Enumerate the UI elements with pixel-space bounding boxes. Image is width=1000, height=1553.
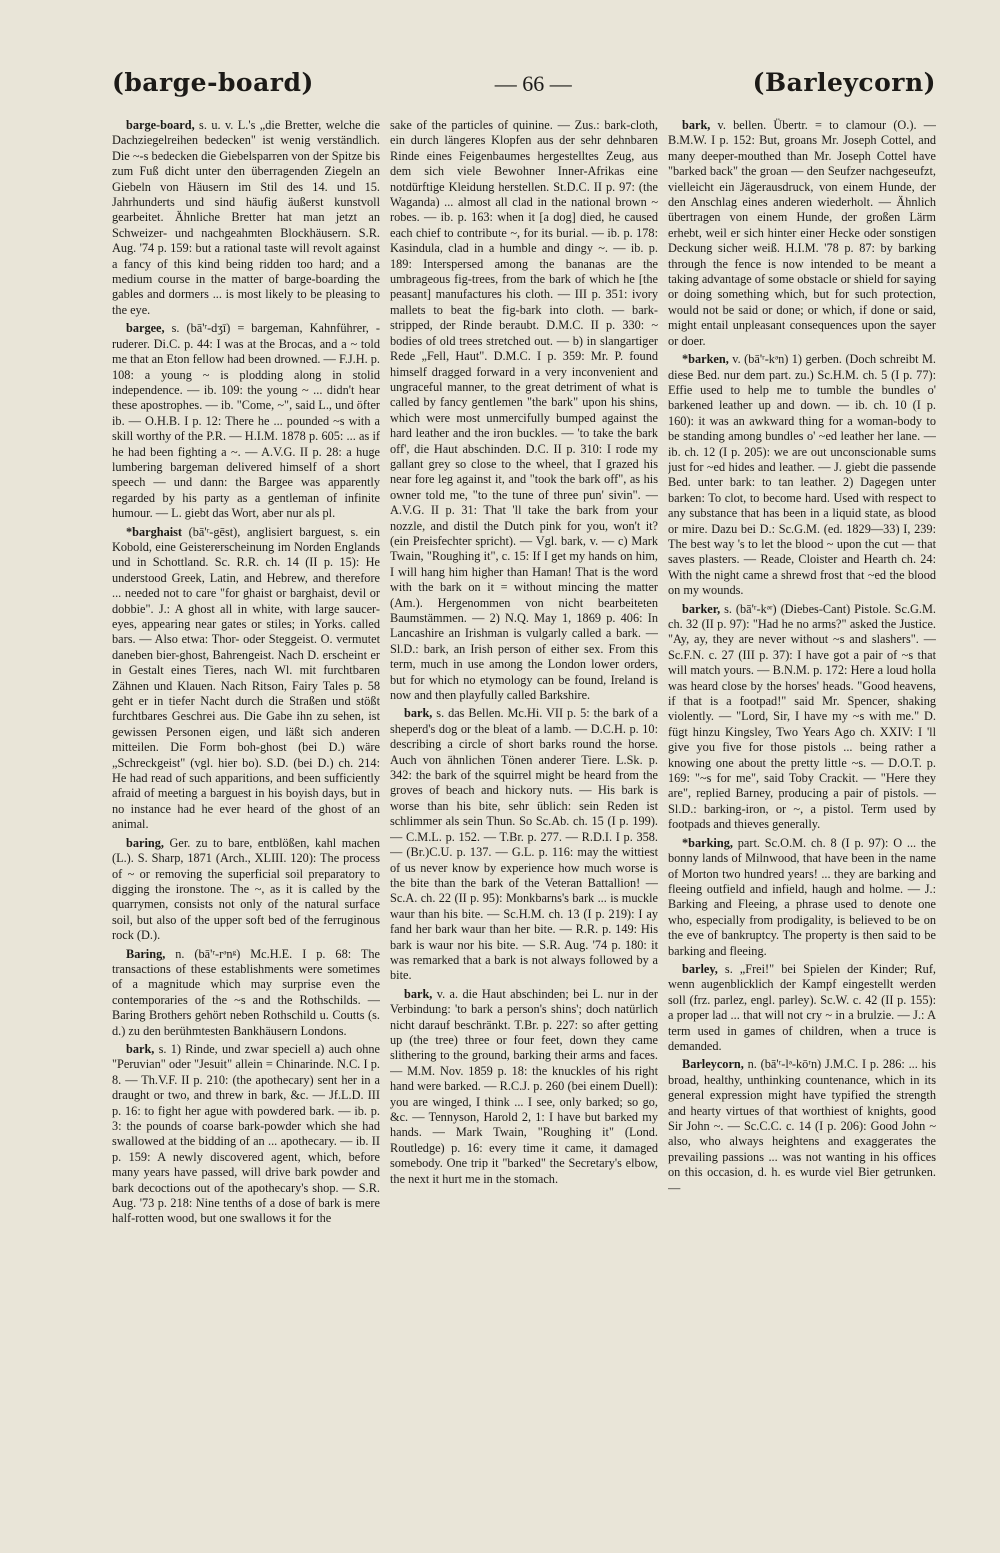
column-middle [390,118,658,1518]
entry-text: s. das Bellen. Mc.Hi. VII p. 5: the bark of a sheperd's dog or the bleat of a lamb. — D.C.H. p. 10: describing a circle of short barks round the horse. Auch von ähnlichen Tönen anderer Tiere. L.Sk. p. 342: the bark of the squirrel might be heard from the groves of beach and hickory nuts. — His bark is worse than his bite, sehr üblich: sein Reden ist schlimmer als sein Thun. So Sc.Ab. ch. 15 (I p. 199). — C.M.L. p. 152. — T.Br. p. 277. — R.D.I. I p. 358. — (Br.)C.U. p. 137. — G.L. p. 116: may the wittiest of us never know by experience how much worse is the bite than the bark of the Veteran Battallion! — Sc.A. ch. 22 (II p. 95): Monkbarns's bark ... is muckle waur than his bite. — Sc.H.M. ch. 13 (I p. 219): I ay fand her bark waur than her bite. — R.R. p. 149: His bark is waur nor his bite. — S.R. Aug. '74 p. 180: it was remarked that a bark is not always followed by a bite. [390,706,658,983]
dictionary-entry [112,947,380,1039]
entry-text: part. Sc.O.M. ch. 8 (I p. 97): O ... the bonny lands of Milnwood, that have been in the name of Morton two hundred years! ... they are barking and fleeing outfield and infield, haugh and holme. — J.: Barking and Fleeing, a phrase used to denote one who, especially from prodigality, is believed to be on the eve of bankruptcy. The property is then said to be barking and fleeing. [668,835,936,958]
dictionary-entry [112,1042,380,1227]
entry-text: n. (bā'ʳ-lᵊ-kōʳn) J.M.C. I p. 286: ... his broad, healthy, unthinking countenance, which in its general expression might have typified the strength and hearty virtues of that worthiest of knights, good Sir John ~. — Sc.C.C. c. 14 (I p. 206): Good John ~ also, who always heightens and exaggerates the prevailing passions ... was not wanting in his offices on this occasion, d. h. es wurde viel Bier getrunken. — [668,1057,936,1195]
running-head-right: (Barleycorn) [752,68,936,97]
page-header [112,68,936,108]
entry-headword: *barghaist [126,524,183,539]
entry-headword: barker, [682,601,721,616]
dictionary-entry [390,987,658,1187]
entry-text: s. u. v. L.'s „die Bretter, welche die Dachziegelreihen bedecken" ist wenig verständlich. Die ~-s bedecken die Giebelsparren von der Spitze bis zum Fuß dicht unter den überragenden Ziegeln an Giebeln von Häusern im Stil des 14. und 15. Jahrhunderts und sind häufig äußerst kunstvoll gearbeitet. Ähnliche Bretter hat man jetzt an Schweizer- und nachgeahmten Blockhäusern. S.R. Aug. '74 p. 159: but a rational taste will revolt against a fancy of this kind being ridden too hard; and a medium course in the matter of barge-boarding the gables and dormers ... is most likely to be pleasing to the eye. [112,118,380,317]
dictionary-entry [668,602,936,833]
dictionary-entry [390,706,658,983]
dictionary-entry [112,321,380,521]
entry-text: v. (bā'ʳ-kᵊn) 1) gerben. (Doch schreibt M. diese Bed. nur dem part. zu.) Sc.H.M. ch. 5 (I p. 77): Effie used to help me to tumble the bundles o' barkened leather up and down. — ib. ch. 10 (I p. 160): it was an awkward thing for a woman-body to be standing among bundles o' ~ed leather her lane. — ib. ch. 12 (I p. 205): we are out unconscionable sums just for ~ed hides and leather. — J. giebt die passende Bed. unter bark: to tan leather. 2) Dagegen unter barken: To clot, to become hard. Used with respect to any substance that has been in a liquid state, as blood or mire. Dazu bei D.: Sc.G.M. (ed. 1829—33) I, 239: The best way 's to let the blood ~ upon the cut — that saves plasters. — Reade, Cloister and Hearth ch. 24: With the night came a shrewd frost that ~ed the blood on my wounds. [668,352,936,598]
entry-text: sake of the particles of quinine. — Zus.: bark-cloth, ein durch längeres Klopfen aus der sehr dehnbaren Rinde eines Feigenbaumes hergestelltes Zeug, aus dem sich viele Bewohner Inner-Afrikas eine notdürftige Kleidung herstellen. St.D.C. II p. 97: (the Waganda) ... almost all clad in the national brown ~ robes. — ib. p. 163: when it [a dog] died, he caused each chief to contribute ~, for its burial. — ib. p. 178: Kasindula, clad in a humble and dingy ~. — ib. p. 189: Interspersed among the bananas are the umbrageous fig-trees, from the bark of which he [the peasant] manufactures his cloth. — III p. 351: ivory mallets to beat the fig-bark into cloth. — bark-stripped, der Rinde beraubt. D.M.C. II p. 330: ~ bodies of old trees stretched out. — b) in slangartiger Rede „Fell, Haut". D.M.C. I p. 359: Mr. P. found himself dragged forward in a very inconvenient and ungraceful manner, to the great detriment of what is called by fancy gentlemen "the bark" upon his shins, which were most unmercifully bumped against the hard leather and the iron buckles. — 'to take the bark off', die Haut abschinden. D.C. II p. 310: I rode my gallant grey so close to the wheel, that I grazed his near fore leg against it, and "took the bark off", as his owner told me, "to the tune of three pun' sivin". — A.V.G. II p. 31: That 'll take the bark from your nozzle, and distil the Dutch pink for you, won't it? (ein Preisfechter spricht). — Vgl. bark, v. — c) Mark Twain, "Roughing it", c. 15: If I get my hands on him, I will hang him higher than Haman! That is the word with the bark on it = without mincing the matter (Am.). Hergenommen von nicht bearbeiteten Baumstämmen. — 2) N.Q. May 1, 1869 p. 406: In Lancashire an Irishman is vulgarly called a bark. — Sl.D.: bark, an Irish person of either sex. From this term, much in use among the London lower orders, but for which no etymology can be found, Ireland is now and then playfully called Barkshire. [390,118,658,703]
dictionary-entry [668,1057,936,1196]
entry-headword: bargee, [126,321,165,336]
entry-text: s. „Frei!" bei Spielen der Kinder; Ruf, wenn augenblicklich der Kampf eingestellt werden soll (frz. parlez, engl. parley). Sc.W. c. 42 (II p. 155): a proper lad ... that will not cry ~ in a brulzie. — J.: A term used in games of children, when a truce is demanded. [668,961,936,1053]
entry-headword: bark, [404,706,433,721]
entry-headword: *barking, [682,835,733,850]
entry-text: v. a. die Haut abschinden; bei L. nur in der Verbindung: 'to bark a person's shins'; doch natürlich nicht darauf beschränkt. T.Br. p. 227: so after getting up (the tree) three or four feet, down they came slithering to the ground, barking their arms and faces. — M.M. Nov. 1859 p. 18: the knuckles of his right hand were barked. — R.C.J. p. 260 (bei einem Duell): you are winged, I think ... I see, only barked; so go, &c. — Tennyson, Harold 2, 1: I have but barked my hands. — Mark Twain, "Roughing it" (Lond. Routledge) p. 16: every time it came, it damaged somebody. One trip it "barked" the Secretary's elbow, the next it hurt me in the stomach. [390,986,658,1186]
dictionary-entry [668,118,936,349]
entry-headword: barge-board, [126,118,195,132]
entry-text: s. 1) Rinde, und zwar speciell a) auch ohne "Peruvian" oder "Jesuit" allein = Chinarinde. N.C. I p. 8. — Th.V.F. II p. 210: (the apothecary) sent her in a draught or two, and threw in bark, &c. — Jf.L.D. III p. 16: to fight her ague with powdered bark. — ib. p. 3: the pounds of coarse bark-powder which she had swallowed at the bidding of an ... apothecary. — ib. II p. 159: A newly discovered agent, which, before many years have passed, will drive bark powder and bark decoctions out of the apothecary's shop. — S.R. Aug. '73 p. 218: Nine tenths of a dose of bark is mere half-rotten wood, but one swallows it for the [112,1041,380,1226]
dictionary-entry [112,118,380,318]
dictionary-entry [668,836,936,959]
entry-text: n. (bā'ʳ-rᵊnᵍ) Mc.H.E. I p. 68: The transactions of these establishments were sometimes of a magnitude which may surprise even the contemporaries of the ~s and the Rothschilds. — Baring Brothers gehört neben Rothschild u. Coutts (s. d.) zu den berühmtesten Bankhäusern Londons. [112,946,380,1038]
dictionary-entry [390,118,658,703]
column-right [668,118,936,1518]
column-left [112,118,380,1518]
page-number: — 66 — [494,71,572,96]
entry-text: v. bellen. Übertr. = to clamour (O.). — B.M.W. I p. 152: But, groans Mr. Joseph Cottel, and many deeper-mouthed than Mr. Joseph Cottel have "barked back" the groan — den Seufzer nachgeseufzt, vielleicht ein Jägerausdruck, von einem Hunde, der den Anschlag eines anderen wiederholt. — Ähnlich übertragen von einem Hunde, der großen Lärm erhebt, weil er sich hinter einer Hecke oder sonstigen Deckung sicher weiß. H.I.M. '78 p. 87: by barking through the fence is now intended to be meant a taking advantage of some obstacle or shield for saying or doing something which, but for such protection, would not be said or done; or which, if done or said, might entail unpleasant consequences upon the sayer or doer. [668,118,936,348]
entry-text: Ger. zu to bare, entblößen, kahl machen (L.). S. Sharp, 1871 (Arch., XLIII. 120): The process of ~ or removing the superficial soil preparatory to digging the ironstone. The ~, as it is called by the quarrymen, consists not only of the natural surface soil, but also of the upper soft bed of the ferruginous rock (D.). [112,835,380,943]
entry-text: (bā'ʳ-gēst), anglisiert barguest, s. ein Kobold, eine Geistererscheinung im Norden Englands und in Schottland. Sc. R.R. ch. 14 (II p. 15): He understood Greek, Latin, and Hebrew, and therefore ... needed not to care "for ghaist or barghaist, devil or dobbie". J.: A ghost all in white, with large saucer-eyes, appearing near gates or stiles; in Yorks. called bars. — Also etwa: Thor- oder Steggeist. O. vermutet daneben bier-ghost, Bahrengeist. Nach D. erscheint er in Gestalt eines Tieres, nach Wl. mit furchtbaren Zähnen und Klauen. Nach Ritson, Fairy Tales p. 58 geht er in tiefer Nacht durch die Straßen und stößt furchtbares Geschrei aus. Die Gabe ihn zu sehen, ist gewissen Personen eigen, und läßt sich anderen mitteilen. Die Form boh-ghost (bei D.) wäre „Schreckgeist" (vgl. hier bo). S.D. (bei D.) ch. 214: He had read of such apparitions, and been sufficiently afraid of meeting a barguest in his boyish days, but in no instance had he ever heard of the ghost of an animal. [112,524,380,832]
entry-headword: Baring, [126,946,166,961]
entry-headword: barley, [682,961,718,976]
dictionary-entry [112,836,380,944]
entry-headword: bark, [126,1041,155,1056]
entry-text: s. (bā'ʳ-kᵊʳ) (Diebes-Cant) Pistole. Sc.G.M. ch. 32 (II p. 97): "Had he no arms?" asked the Justice. "Ay, ay, they are never without ~s and slashers". — Sc.F.N. c. 27 (III p. 37): I have got a pair of ~s that will match yours. — B.N.M. p. 172: Here a loud holla was heard close by the horses' heads. "Good heavens, if that is a footpad!" said Mr. Spencer, shaking violently. — "Lord, Sir, I have my ~s with me." D. fügt hinzu Kingsley, Two Years Ago ch. XXIV: I 'll give you five for those pistols ... being rather a knowing one about the pretty little ~s. — D.O.T. p. 169: "~s for me", said Toby Crackit. — "Here they are", replied Barney, producing a pair of pistols. — Sl.D.: barking-iron, or ~, a pistol. Term used by footpads and thieves generally. [668,601,936,832]
entry-headword: bark, [404,986,433,1001]
text-columns [112,118,936,1518]
entry-headword: baring, [126,835,164,850]
entry-headword: bark, [682,118,711,132]
dictionary-entry [668,352,936,599]
running-head-left: (barge-board) [112,68,314,97]
entry-text: s. (bā'ʳ-dʒī) = bargeman, Kahnführer, -ruderer. Di.C. p. 44: I was at the Brocas, and a ~ told me that an Eton fellow had been drowned. — F.J.H. p. 108: a young ~ is plodding along in stolid independence. — ib. 109: the young ~ ... didn't hear these apostrophes. — ib. "Come, ~", said L., und öfter ib. — O.H.B. I p. 12: There he ... pounded ~s with a skill worthy of the P.R. — H.I.M. 1878 p. 605: ... as if he had been fighting a ~. — A.V.G. II p. 28: a huge lumbering bargeman delivered himself of a short speech — und dann: the Bargee was apparently regarded by his party as a gentleman of infinite humour. — L. giebt das Wort, aber nur als pl. [112,321,380,521]
entry-headword: *barken, [682,352,729,367]
dictionary-entry [112,525,380,833]
dictionary-entry [668,962,936,1054]
entry-headword: Barleycorn, [682,1057,744,1072]
